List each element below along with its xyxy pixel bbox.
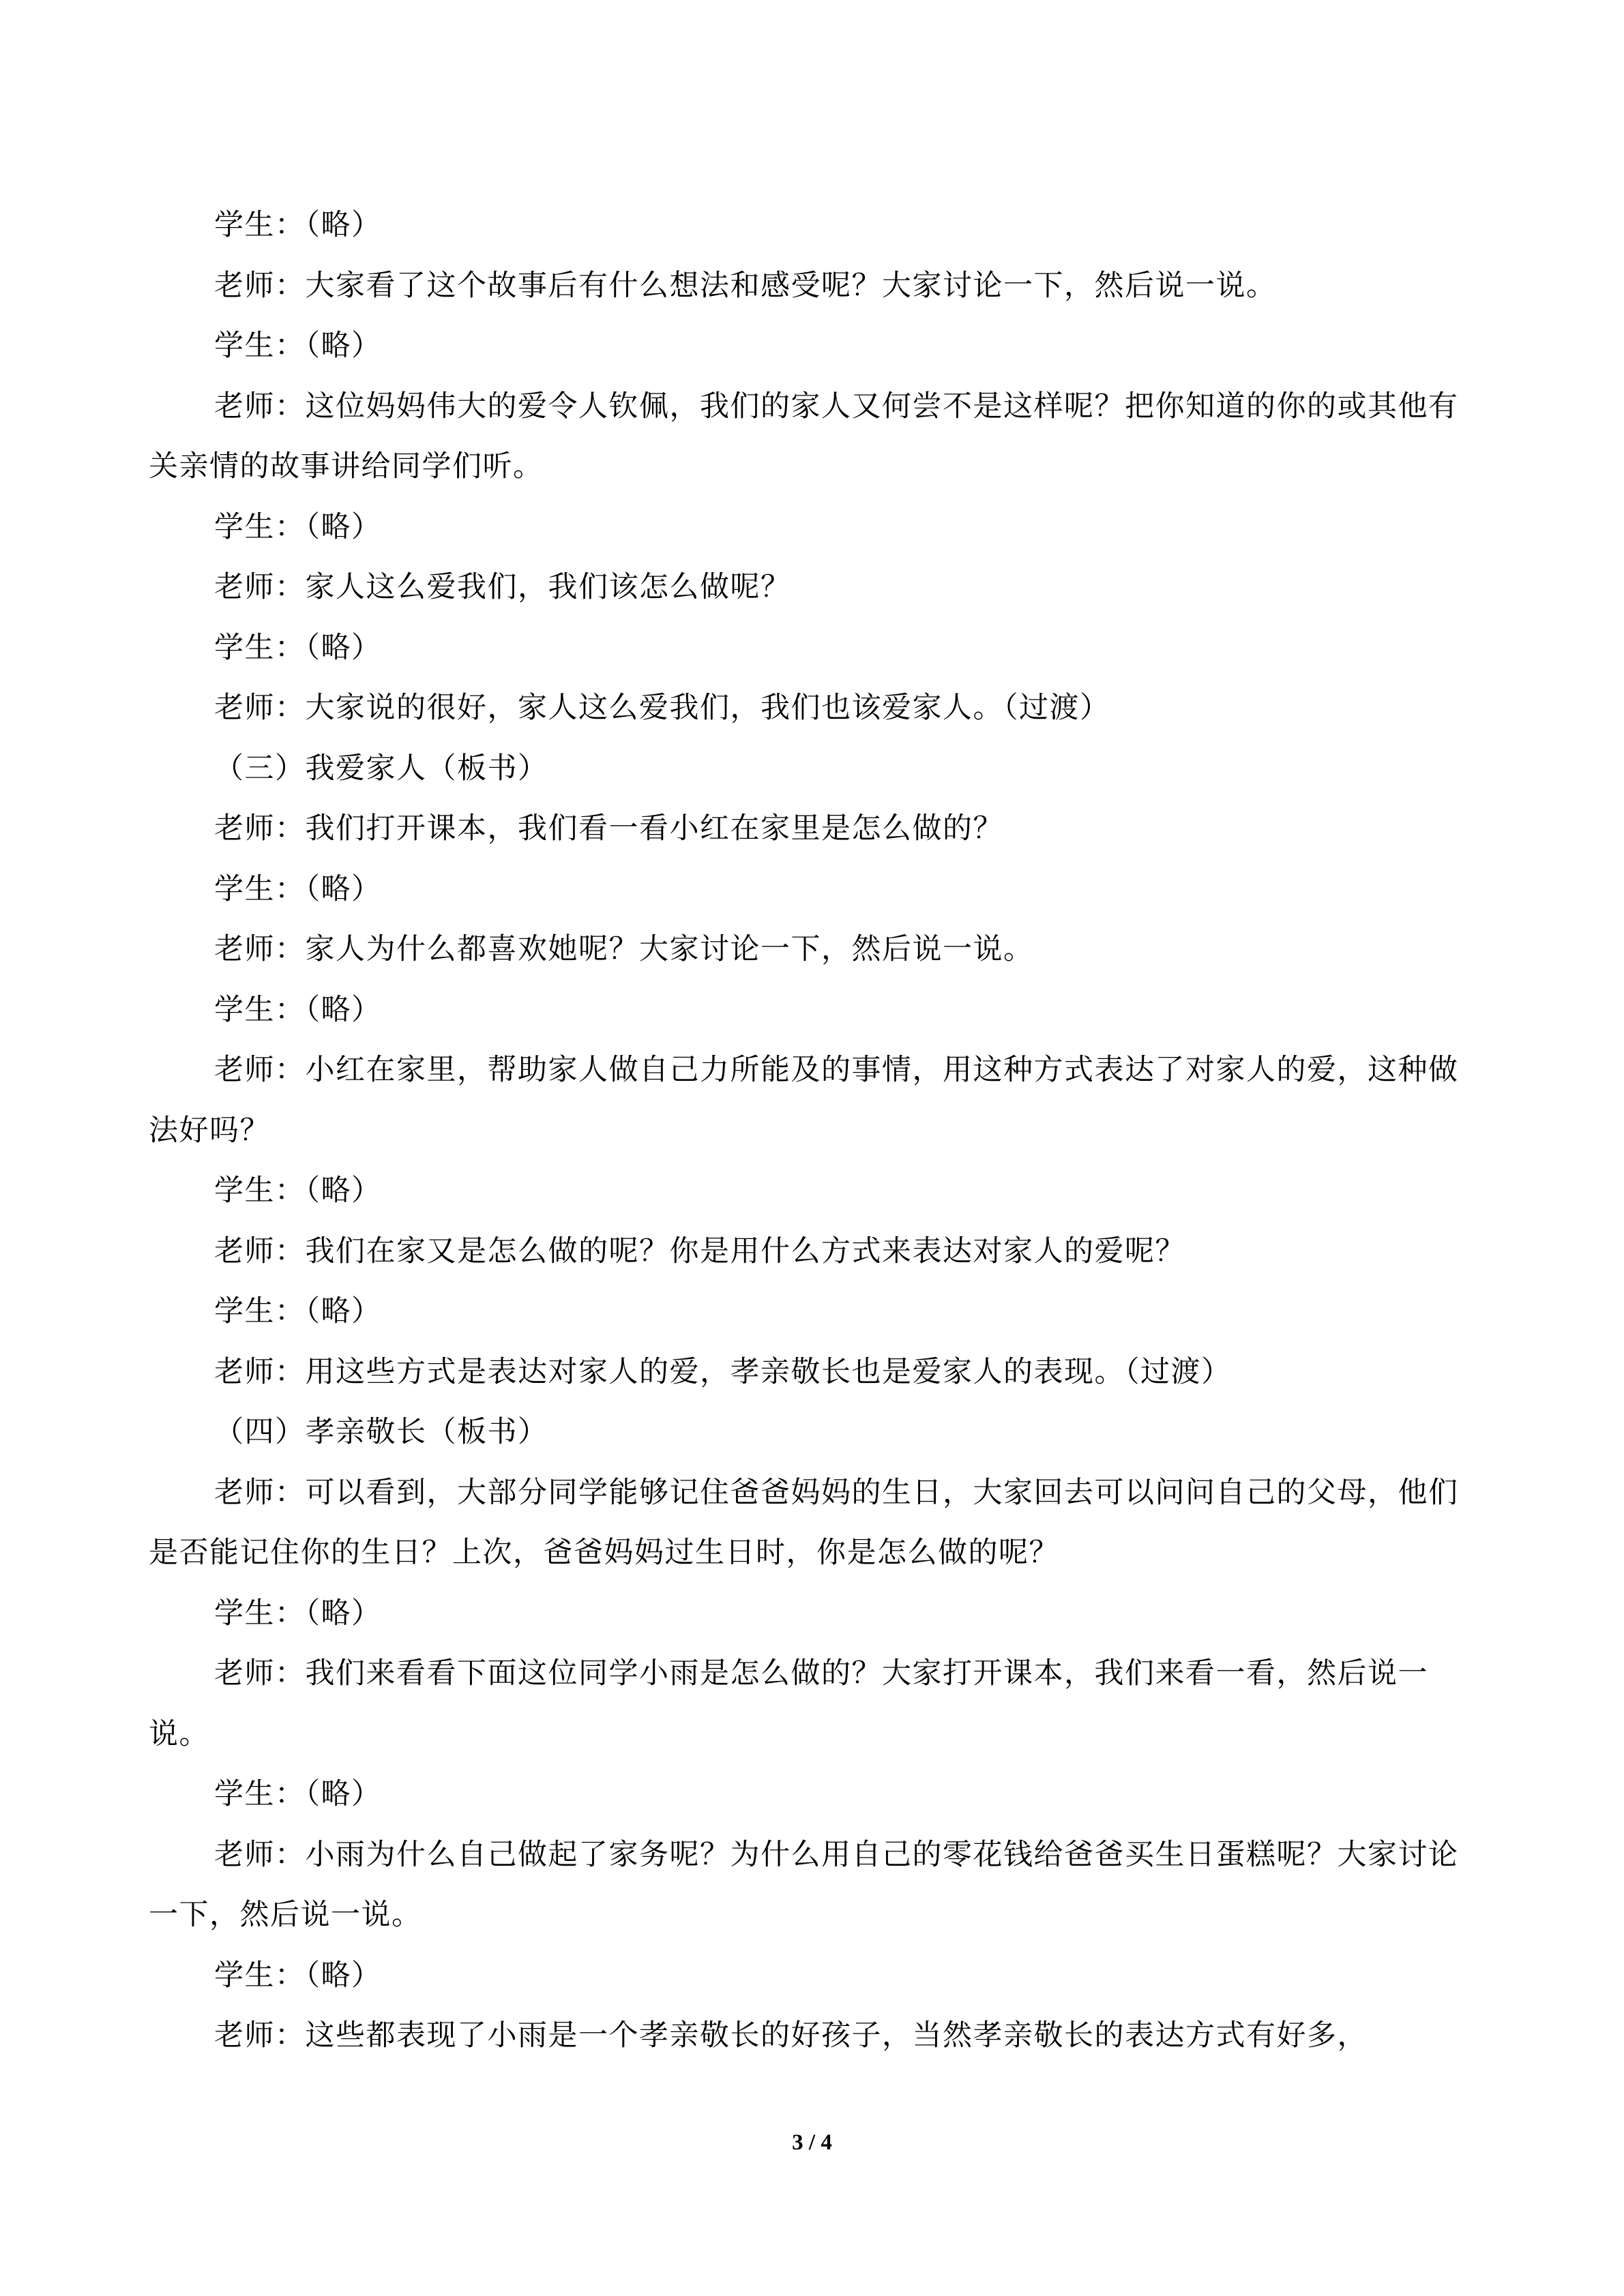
paragraph: 学生：（略） bbox=[214, 1777, 382, 1811]
paragraph: 老师：大家看了这个故事后有什么想法和感受呢？大家讨论一下，然后说一说。 bbox=[214, 268, 1277, 303]
paragraph: 学生：（略） bbox=[214, 1958, 382, 1993]
paragraph: 老师：这位妈妈伟大的爱令人钦佩，我们的家人又何尝不是这样呢？把你知道的你的或其他有关亲情的故事讲给同学们听。 bbox=[149, 389, 1459, 483]
section-heading: （四）孝亲敬长（板书） bbox=[214, 1415, 548, 1449]
paragraph: 老师：我们打开课本，我们看一看小红在家里是怎么做的？ bbox=[214, 811, 1003, 846]
paragraph: 老师：用这些方式是表达对家人的爱，孝亲敬长也是爱家人的表现。（过渡） bbox=[214, 1354, 1232, 1389]
paragraph: 老师：家人这么爱我们，我们该怎么做呢？ bbox=[214, 570, 791, 604]
paragraph: 老师：小雨为什么自己做起了家务呢？为什么用自己的零花钱给爸爸买生日蛋糕呢？大家讨论一下，然后说一说。 bbox=[149, 1837, 1459, 1932]
paragraph: 老师：家人为什么都喜欢她呢？大家讨论一下，然后说一说。 bbox=[214, 932, 1034, 966]
paragraph: 老师：我们来看看下面这位同学小雨是怎么做的？大家打开课本，我们来看一看，然后说一说。 bbox=[149, 1656, 1428, 1751]
paragraph: 学生：（略） bbox=[214, 1174, 382, 1208]
paragraph: 学生：（略） bbox=[214, 630, 382, 665]
paragraph: 老师：我们在家又是怎么做的呢？你是用什么方式来表达对家人的爱呢？ bbox=[214, 1234, 1185, 1268]
paragraph: 老师：大家说的很好，家人这么爱我们，我们也该爱家人。（过渡） bbox=[214, 691, 1110, 725]
paragraph: 学生：（略） bbox=[214, 992, 382, 1027]
paragraph: 学生：（略） bbox=[214, 1596, 382, 1630]
paragraph: 学生：（略） bbox=[214, 208, 382, 242]
paragraph: 学生：（略） bbox=[214, 871, 382, 906]
section-heading: （三）我爱家人（板书） bbox=[214, 751, 548, 786]
page-number: 3 / 4 bbox=[792, 2130, 832, 2155]
paragraph: 学生：（略） bbox=[214, 509, 382, 544]
paragraph: 老师：小红在家里，帮助家人做自己力所能及的事情，用这种方式表达了对家人的爱，这种做法好吗？ bbox=[149, 1053, 1459, 1148]
document-body bbox=[0, 195, 1624, 2066]
paragraph: 学生：（略） bbox=[214, 329, 382, 363]
paragraph: 学生：（略） bbox=[214, 1294, 382, 1328]
paragraph: 老师：可以看到，大部分同学能够记住爸爸妈妈的生日，大家回去可以问问自己的父母，他们是否能记住你的生日？上次，爸爸妈妈过生日时，你是怎么做的呢？ bbox=[149, 1475, 1459, 1570]
paragraph: 老师：这些都表现了小雨是一个孝亲敬长的好孩子，当然孝亲敬长的表达方式有好多， bbox=[214, 2018, 1368, 2053]
